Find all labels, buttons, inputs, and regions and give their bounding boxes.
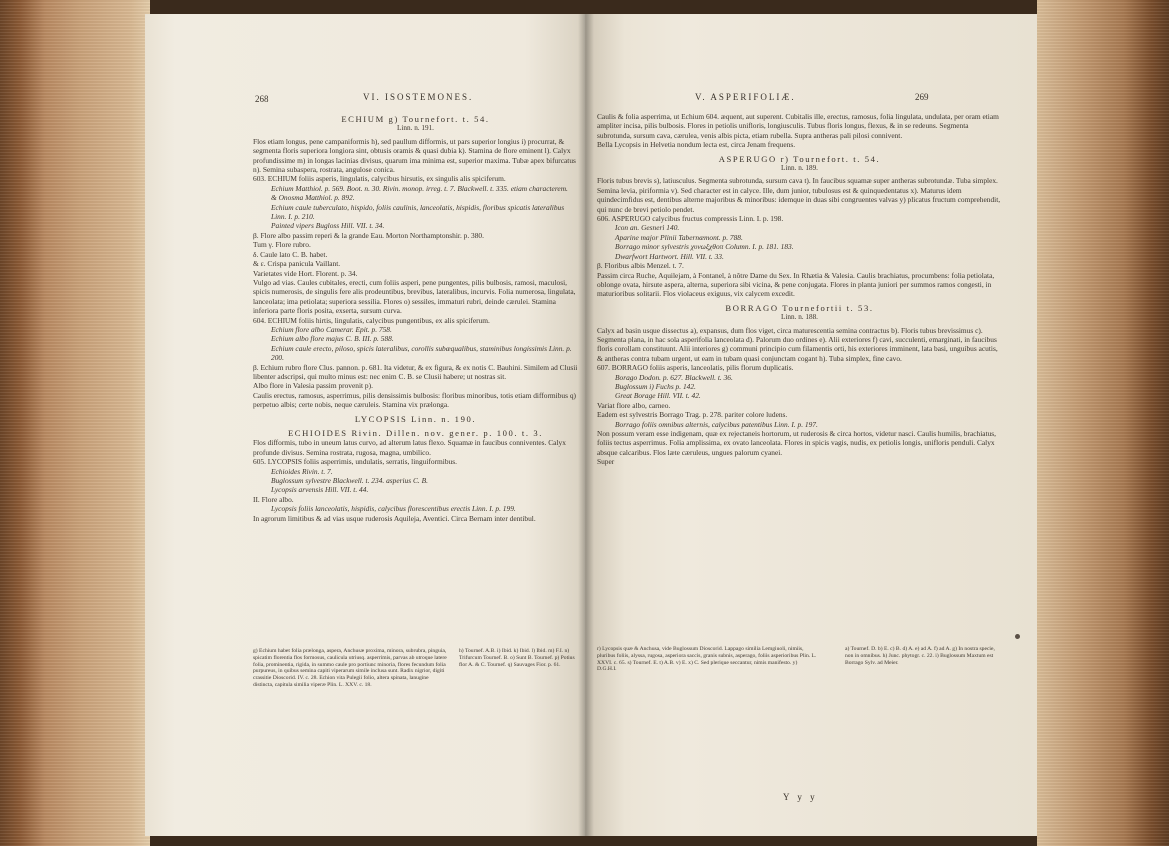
synonym-line: Icon an. Gesnerì 140. [615, 223, 680, 233]
paragraph: Flos difformis, tubo in uneum latus curvo, ad alterum latus flexo. Squamæ in faucibus conniventes. Calyx profunde divisus. Semina rostrata, rugosa, magna, umbilico. [253, 438, 566, 457]
right-text-column [597, 112, 1002, 467]
synonym-line: Echium Matthiol. p. 569. Boot. n. 30. Rivin. monop. irreg. t. 7. Blackwell. t. 335. etiam characterem. [271, 183, 568, 193]
footnotes-left-refs: h) Tournef. A.B. i) Ibid. k) Ibid. l) Ibid. m) F.I. n) Trifurcum Tournef. B. o) Sunt B. Tournef. p) Potius flor A. & C. Tournef. q) Sauvages Fior. p. 61. [459, 648, 575, 668]
synonym-line: Buglossum i) Fuchs p. 142. [615, 381, 696, 391]
paragraph: Passim circa Ruche, Aquilejam, à Fontanel, à nôtre Dame du Sex. In Rhætia & Valesia. Caulis brachiatus, procumbens: folia petiolata, oblonge ovata, hirsute aspera, alterna, superiora sibi vicina, & pene conjugata. Flores in planta juniori per summos ramos congesti, in maturioribus solitarii. Flos violaceus exiguus, vix calycem excedit. [597, 270, 995, 299]
book-edge-right [1037, 0, 1169, 846]
synonym-line: Buglossum sylvestre Blackwell. t. 234. asperius C. B. [271, 476, 428, 486]
paragraph: 603. ECHIUM foliis asperis, lingulatis, calycibus hirsutis, ex singulis alis spiciferum. [253, 174, 506, 184]
genus-title: ECHIOIDES Rivin. Dillen. nov. gener. p. 100. t. 3. [287, 428, 544, 438]
genus-title: ECHIUM g) Tournefort. t. 54. [341, 114, 490, 124]
ink-dot [1015, 634, 1020, 639]
book-gutter [578, 14, 594, 836]
paragraph: Vulgo ad vias. Caules cubitales, erecti, cum foliis asperi, pene pungentes, pilis bulbosis, ramosi, maculosi, spicis numerosis, de singulis fere alis prodeuntibus, brevibus, lateralibus, incurvis. Folia numerosa, lingulata, lanceolata; ima petiolata; superiora sessilia. Flores o) sessiles, immaturi rubri, deinde cærulei. Stamina inferiora parte floris posita, exserta, sursum curva. [253, 277, 576, 316]
signature-mark: Y y y [783, 792, 818, 802]
synonym-line: Borrago minor sylvestris χυνωξχθοπ Column. I. p. 181. 183. [615, 242, 794, 252]
synonym-line: Lycopsis arvensis Hill. VII. t. 44. [271, 485, 369, 495]
synonym-line: Dwarfwort Hartwort. Hill. VII. t. 33. [615, 251, 724, 261]
paragraph: Caulis erectus, ramosus, asperrimus, pilis densissimis bulbosis: floribus minoribus, totis etiam difformibus q) perpetuo albis; certe nobis, neque cæruleis. Stamina vix prælonga. [253, 390, 576, 410]
paragraph: Varietates vide Hort. Florent. p. 34. [253, 268, 358, 278]
left-page [145, 14, 585, 836]
genus-title: ASPERUGO r) Tournefort. t. 54. [718, 153, 881, 164]
paragraph: Tum γ. Flore rubro. [253, 240, 311, 250]
synonym-line: Borago Dodon. p. 627. Blackwell. t. 36. [615, 372, 733, 382]
paragraph: Variat flore albo, carneo. [597, 400, 671, 410]
paragraph: Calyx ad basin usque dissectus a), expansus, dum flos viget, circa maturescentia semina contractus b). Floris tubus brevissimus c). Segmenta plana, in hac sola asperifolia lanceolata d). Palorum duo ordines e). Alii exteriores f) cavi, succulenti, emarginati, in faucibus floris corollam constituunt. Alii interiores g) communi principio cum filamentis orti, his exteriores imminent, lata basi, unguibus acutis, & antheras contra tubam urgent, ut eam in tubam quasi conjunctam cogant h). Tuba simplex, fine cavo. [597, 325, 998, 363]
page-number: 269 [915, 92, 929, 102]
paragraph: Flos etiam longus, pene campaniformis h), sed paullum difformis, ut pars superior longius i) procurrat, & segmenta floris superiora longiora sint, obtusis oramis & quasi dubia k). Stamina de flore eminent l). Calyx profundissime m) in longas lacinias divisus, quarum ima minima est, superior maxima. Tubæ apex bifurcatus n). Semina subaspera, rostrata, angulose conica. [253, 136, 576, 175]
synonym-line: Aparine major Plinii Tabernæmont. p. 788. [615, 232, 743, 242]
paragraph: Bella Lycopsis in Helvetia nondum lecta est, circa Jenam frequens. [597, 140, 796, 150]
paragraph: δ. Caule lato C. B. habet. [253, 249, 328, 259]
linnaeus-reference: Linn. n. 191. [397, 124, 434, 133]
page-number: 268 [255, 94, 269, 104]
footnotes-left: g) Echium habet folia prælonga, aspera, Anchusæ proxima, minora, subrubra, pinguia, spicatim florentia flos formosus, caulicula utriusq. asperrimis, parvas ab utroque latere folia, prominentia, rigida, in summo caule pro portiunc minoria, flores fecundum folia purpureus, in quibus semina capiti viperarum simile inclusa sunt. Radix nigrior, digiti crassitie Dioscorid. IV. c. 28. Echion vita Pulegii folio, altera spinata, lanugine distincta, capitula similia viperæ Plin. L. XXV. c. 18. [253, 648, 447, 688]
paragraph: Super [597, 457, 615, 467]
paragraph: Eadem est sylvestris Borrago Trag. p. 278. pariter colore ludens. [597, 410, 788, 420]
paragraph: Non possum veram esse indigenam, quæ ex rejectaneis hortorum, ut ruderosis & circa hortos, videtur nasci. Caulis humilis, brachiatus, foliis tectus asperrimus. Folia amplissima, ex ovato lanceolata. Flores in spicis vagis, nudis, ex petiolis longis, unifloris penduli. Calyx absque calcaribus. Flos læte cæruleus, ungues palorum cyanei. [597, 429, 997, 457]
synonym-line: Great Borage Hill. VII. t. 42. [615, 391, 701, 401]
running-head: VI. ISOSTEMONES. [363, 92, 474, 102]
footnotes-right-refs: a) Tournef. D. b) E. c) B. d) A. e) ad A. f) ad A. g) In nostra specie, non in omnibus. h) Junc. phytogr. c. 22. i) Buglossum Maxtum est Borrago Sylv. ad Meier. [845, 646, 995, 666]
synonym-line: Echium albo flore majus C. B. III. p. 588. [271, 334, 394, 344]
linnaeus-reference: Linn. n. 189. [781, 164, 818, 173]
paragraph: & ε. Crispa panicula Vaillant. [253, 259, 341, 269]
paragraph: Caulis & folia asperrima, ut Echium 604. æquent, aut superent. Cubitalis ille, erectus, ramosus, folia lingulata, undulata, per oram etiam ampliter incisa, pilis bulbosis. Flores in petiolis unifloris, longiusculis. Tubus floris longus, flexus, & in se redeuns. Segmenta subrotunda, sursum cava, cærulea, venis albis picta, etiam rubella. Supra antheras pali pilosi connivent. [597, 112, 999, 140]
paragraph: 606. ASPERUGO calycibus fructus compressis Linn. I. p. 198. [597, 214, 784, 224]
paragraph: 605. LYCOPSIS foliis asperrimis, undulatis, serratis, linguiformibus. [253, 457, 457, 467]
footnotes-right: r) Lycopsis quæ & Anchusa, vide Buglossum Dioscorid. Lappago similia Lemgiuoli, nimiis, pluribus foliis, alyssa, rugosa, asperiora saccis, granis subnis, asperago, foliis asperioribus Plin. L. XXVI. c. 65. s) Tournef. E. t) A.B. v) E. x) C. Sed plerique seccantur, nimis manifesto. y) D.G.H.I. [597, 646, 817, 673]
genus-title: BORRAGO Tournefortii t. 53. [725, 302, 874, 313]
synonym-line: Lycopsis foliis lanceolatis, hispidis, calycibus florescentibus erectis Linn. I. p. 199. [271, 504, 516, 514]
right-page [585, 14, 1037, 836]
book-edge-left [0, 0, 150, 846]
left-text-column [253, 110, 578, 523]
linnaeus-reference: Linn. n. 188. [781, 313, 818, 322]
paragraph: β. Echium rubro flore Clus. pannon. p. 681. Ita videtur, & ex figura, & ex notis C. Bauhini. Similem ad Clusii libenter adscripsi, qui multo minus est: nec enim C. B. se Clusii habere; ut nostras sit. [253, 362, 578, 381]
paragraph: II. Flore albo. [253, 494, 294, 504]
synonym-line: Painted vipers Bugloss Hill. VII. t. 34. [271, 221, 385, 231]
synonym-line: Borrago foliis omnibus alternis, calycibus patentibus Linn. I. p. 197. [615, 419, 818, 429]
paragraph: Albo flore in Valesia passim provenit p). [253, 381, 373, 391]
paragraph: 604. ECHIUM foliis hirtis, lingulatis, calycibus pungentibus, ex alis spiciferum. [253, 315, 490, 325]
synonym-line: Echium caule erecto, piloso, spicis lateralibus, corollis subæqualibus, staminibus longissimis Linn. p. 200. [271, 343, 572, 363]
paragraph: β. Flore albo passim reperi & la grande Eau. Morton Northamptonshir. p. 380. [253, 230, 484, 240]
synonym-line: & Onosma Matthiol. p. 892. [271, 193, 355, 203]
genus-title: LYCOPSIS Linn. n. 190. [354, 413, 477, 424]
paragraph: Floris tubus brevis s), latiusculus. Segmenta subrotunda, sursum cava t). In faucibus squamæ super antheras subrotundæ. Tuba simplex. Semina levia, piriformia v). Sed character est in calyce. Ille, dum junior, tubulosus est & quinquedentatus x). Maturus idem quindecimfidus est, dentibus alterne majoribus & minoribus: idemque in duas sibi congruentes valvas y) plicatus fructum comprehendit, qui nunc de brevi petiolo pendet. [597, 176, 1001, 214]
synonym-line: Echioides Rivin. t. 7. [271, 466, 333, 476]
paragraph: 607. BORRAGO foliis asperis, lanceolatis, pilis florum duplicatis. [597, 363, 794, 373]
running-head: V. ASPERIFOLIÆ. [695, 92, 796, 102]
synonym-line: Echium caule tuberculato, hispido, foliis caulinis, lanceolatis, hispidis, floribus spicatis lateralibus Linn. I. p. 210. [271, 202, 565, 222]
paragraph: In agrorum limitibus & ad vias usque ruderosis Aquileja, Aventici. Circa Bernam inter dentibul. [253, 513, 536, 523]
synonym-line: Echium flore albo Camerar. Epit. p. 758. [271, 324, 392, 334]
paragraph: β. Floribus albis Menzel. t. 7. [597, 261, 684, 271]
